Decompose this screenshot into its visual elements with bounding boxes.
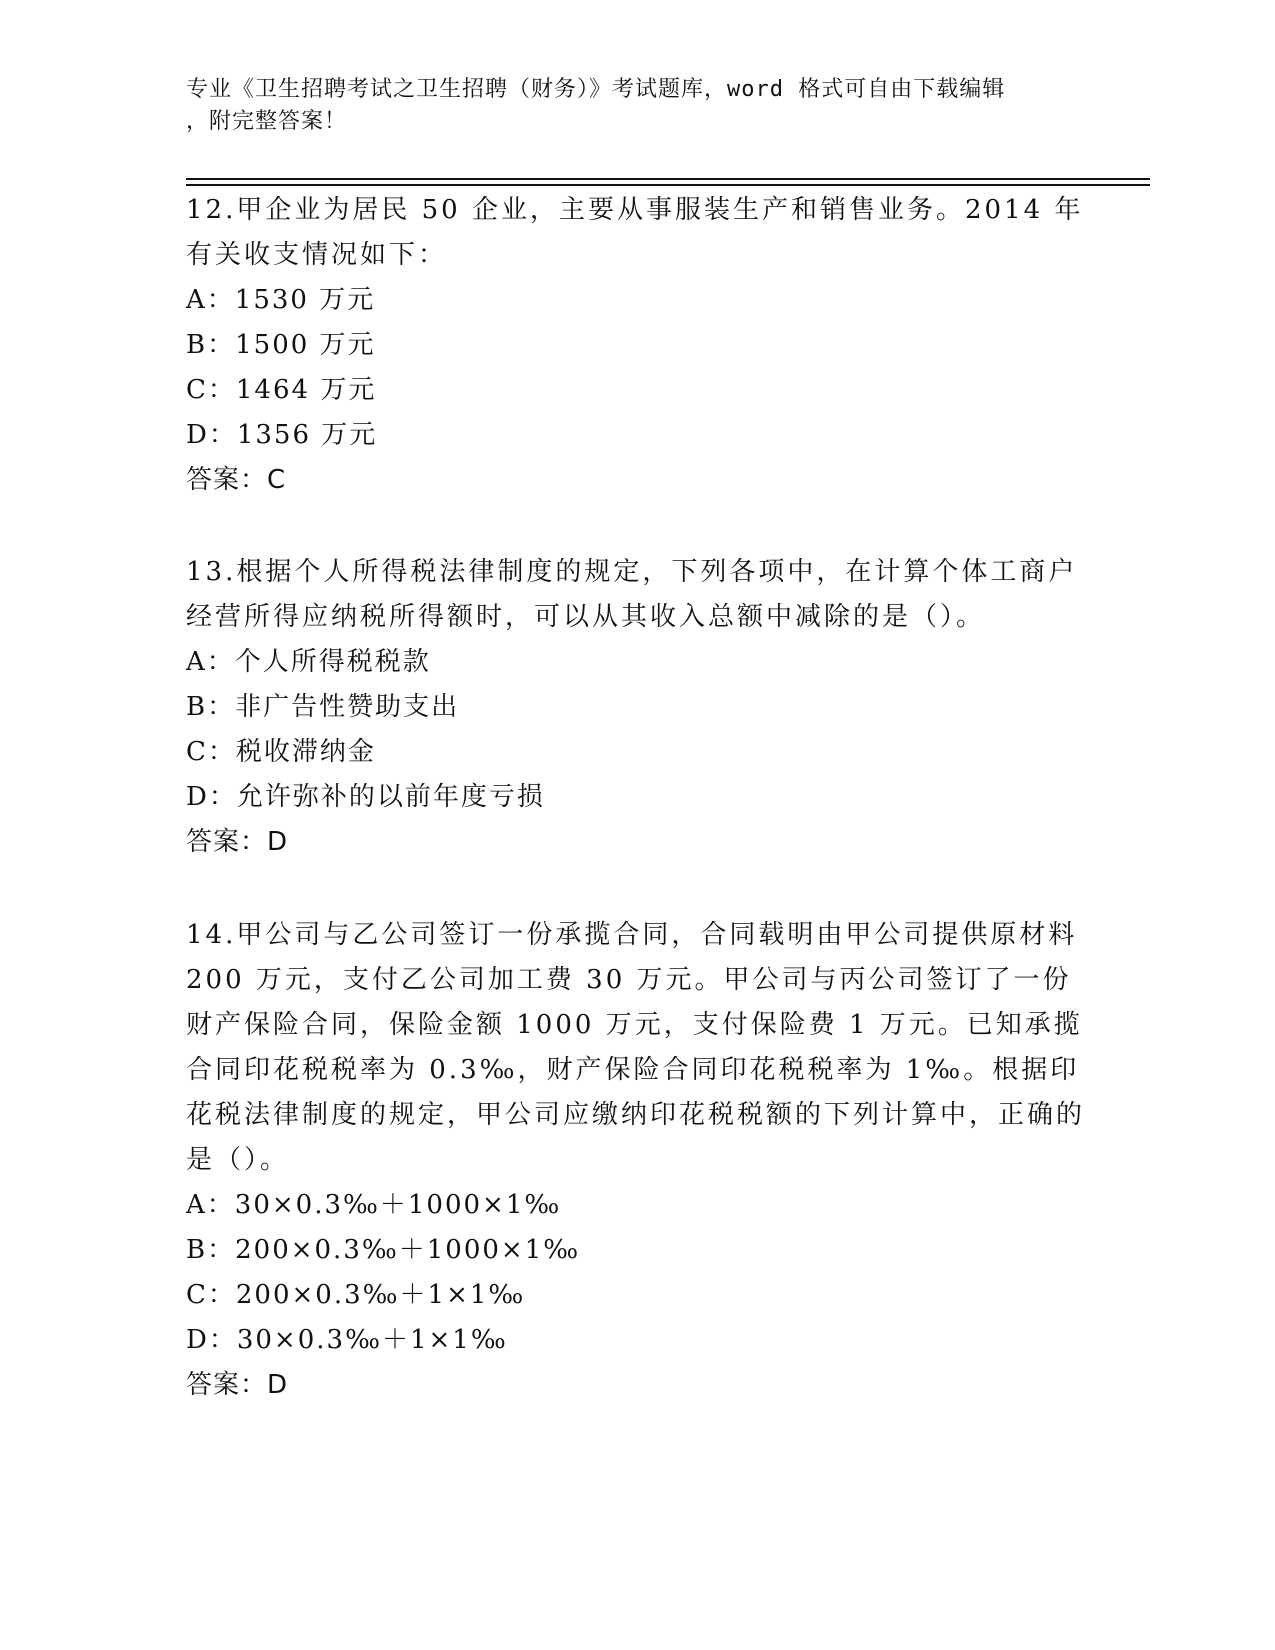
- option-list: [186, 1183, 1086, 1363]
- option-d: D：允许弥补的以前年度亏损: [186, 782, 545, 812]
- option-b: B：200×0.3‰＋1000×1‰: [186, 1235, 581, 1265]
- answer-line: 答案：C: [186, 465, 287, 495]
- question-14: [186, 913, 1086, 1408]
- option-a: A：30×0.3‰＋1000×1‰: [186, 1190, 562, 1220]
- option-d: D：1356 万元: [186, 420, 378, 450]
- option-d: D：30×0.3‰＋1×1‰: [186, 1325, 508, 1355]
- option-a: A：1530 万元: [186, 285, 376, 315]
- header-line-2: ，附完整答案！: [186, 109, 348, 134]
- option-c: C：200×0.3‰＋1×1‰: [186, 1280, 526, 1310]
- option-list: [186, 640, 1086, 820]
- header-line-1: 专业《卫生招聘考试之卫生招聘（财务）》考试题库，word 格式可自由下载编辑: [186, 77, 1006, 102]
- question-stem: 13.根据个人所得税法律制度的规定，下列各项中，在计算个体工商户经营所得应纳税所得额时，可以从其收入总额中减除的是（）。: [186, 557, 1078, 632]
- question-12: [186, 188, 1086, 503]
- question-stem: 14.甲公司与乙公司签订一份承揽合同，合同载明由甲公司提供原材料 200 万元，支付乙公司加工费 30 万元。甲公司与丙公司签订了一份财产保险合同，保险金额 1000 万元，支付保险费 1 万元。已知承揽合同印花税税率为 0.3‰，财产保险合同印花税税率为 1‰。根据印花税法律制度的规定，甲公司应缴纳印花税税额的下列计算中，正确的是（）。: [186, 920, 1086, 1175]
- question-stem: 12.甲企业为居民 50 企业，主要从事服装生产和销售业务。2014 年有关收支情况如下：: [186, 195, 1084, 270]
- option-list: [186, 278, 1086, 458]
- option-b: B：1500 万元: [186, 330, 376, 360]
- header-divider-bottom: [186, 184, 1150, 186]
- document-header: [186, 74, 1066, 138]
- option-a: A：个人所得税税款: [186, 647, 431, 677]
- answer-line: 答案：D: [186, 1370, 289, 1400]
- answer-line: 答案：D: [186, 827, 289, 857]
- question-13: [186, 550, 1086, 865]
- option-c: C：税收滞纳金: [186, 737, 376, 767]
- option-c: C：1464 万元: [186, 375, 377, 405]
- header-divider-top: [186, 178, 1150, 180]
- option-b: B：非广告性赞助支出: [186, 692, 460, 722]
